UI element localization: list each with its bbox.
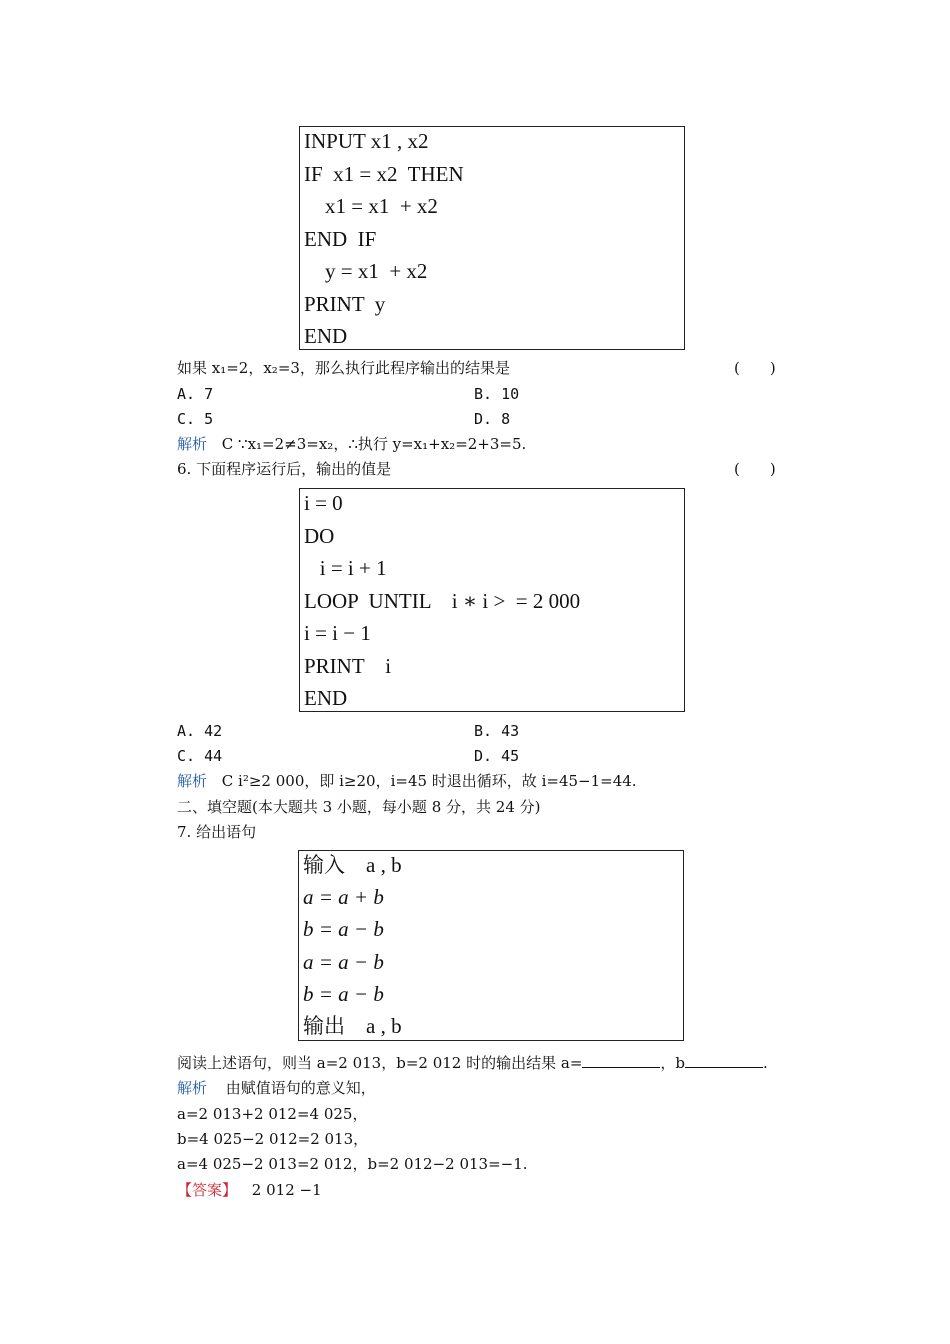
code-line: x1 = x1 + x2 [304, 194, 438, 218]
code-line: DO [304, 524, 335, 548]
q7-question [177, 1053, 768, 1073]
analysis-label: 解析 [177, 1079, 208, 1097]
code-line: a = a + b [303, 885, 384, 909]
code-line: IF x1 = x2 THEN [304, 162, 464, 186]
code-line: b = a − b [303, 917, 384, 941]
analysis-text: C i²≥2 000，即 i≥20，i=45 时退出循环，故 i=45−1=44. [221, 772, 637, 790]
code-line: i = i + 1 [304, 556, 387, 580]
q7-analysis [177, 1078, 376, 1098]
q7-answer [177, 1180, 322, 1200]
q5-option-a: A. 7 [177, 385, 214, 403]
q7-question-text: 阅读上述语句，则当 a=2 013，b=2 012 时的输出结果 a= [177, 1054, 583, 1072]
code-line: END [304, 324, 348, 348]
q5-option-c: C. 5 [177, 410, 214, 428]
q7-question-end: . [763, 1054, 768, 1072]
answer-text: 2 012 −1 [251, 1181, 322, 1199]
code-line: PRINT i [304, 654, 392, 678]
q5-question: 如果 x₁=2，x₂=3，那么执行此程序输出的结果是 [177, 359, 510, 377]
code-line: INPUT x1 , x2 [304, 129, 429, 153]
code-line: END IF [304, 227, 377, 251]
code-line: y = x1 + x2 [304, 259, 428, 283]
q7-question-mid: ，b [660, 1054, 685, 1072]
analysis-label: 解析 [177, 772, 208, 790]
q6-answer-bracket: ( ) [734, 460, 776, 478]
code-line: 输入 a , b [303, 853, 402, 877]
code-line: END [304, 686, 348, 710]
code-box-2 [299, 488, 685, 712]
answer-blank-a [582, 1053, 660, 1068]
analysis-text: C ∵x₁=2≠3=x₂，∴执行 y=x₁+x₂=2+3=5. [221, 435, 527, 453]
code-line: 输出 a , b [303, 1014, 402, 1038]
q7-step: b=4 025−2 012=2 013， [177, 1130, 369, 1148]
q7-title: 7. 给出语句 [177, 823, 257, 841]
q6-analysis [177, 771, 637, 791]
answer-label: 【答案】 [177, 1181, 238, 1199]
q5-option-b: B. 10 [474, 385, 520, 403]
q5-answer-bracket: ( ) [734, 359, 776, 377]
answer-blank-b [685, 1053, 763, 1068]
q6-option-d: D. 45 [474, 747, 520, 765]
code-line: b = a − b [303, 982, 384, 1006]
code-line: i = 0 [304, 491, 343, 515]
q5-analysis [177, 434, 526, 454]
code-line: LOOP UNTIL i ∗ i > = 2 000 [304, 589, 581, 613]
analysis-text: 由赋值语句的意义知， [225, 1079, 376, 1097]
code-box-1 [299, 126, 685, 350]
q5-option-d: D. 8 [474, 410, 511, 428]
q6-option-a: A. 42 [177, 722, 223, 740]
code-line: a = a − b [303, 950, 384, 974]
q7-step: a=4 025−2 013=2 012，b=2 012−2 013=−1. [177, 1155, 528, 1173]
code-box-3 [298, 850, 684, 1041]
q7-step: a=2 013+2 012=4 025， [177, 1105, 368, 1123]
q6-option-c: C. 44 [177, 747, 223, 765]
code-line: PRINT y [304, 292, 386, 316]
section-heading: 二、填空题(本大题共 3 小题，每小题 8 分，共 24 分) [177, 798, 541, 816]
code-line: i = i − 1 [304, 621, 371, 645]
q6-question: 6. 下面程序运行后，输出的值是 [177, 460, 392, 478]
analysis-label: 解析 [177, 435, 208, 453]
q6-option-b: B. 43 [474, 722, 520, 740]
